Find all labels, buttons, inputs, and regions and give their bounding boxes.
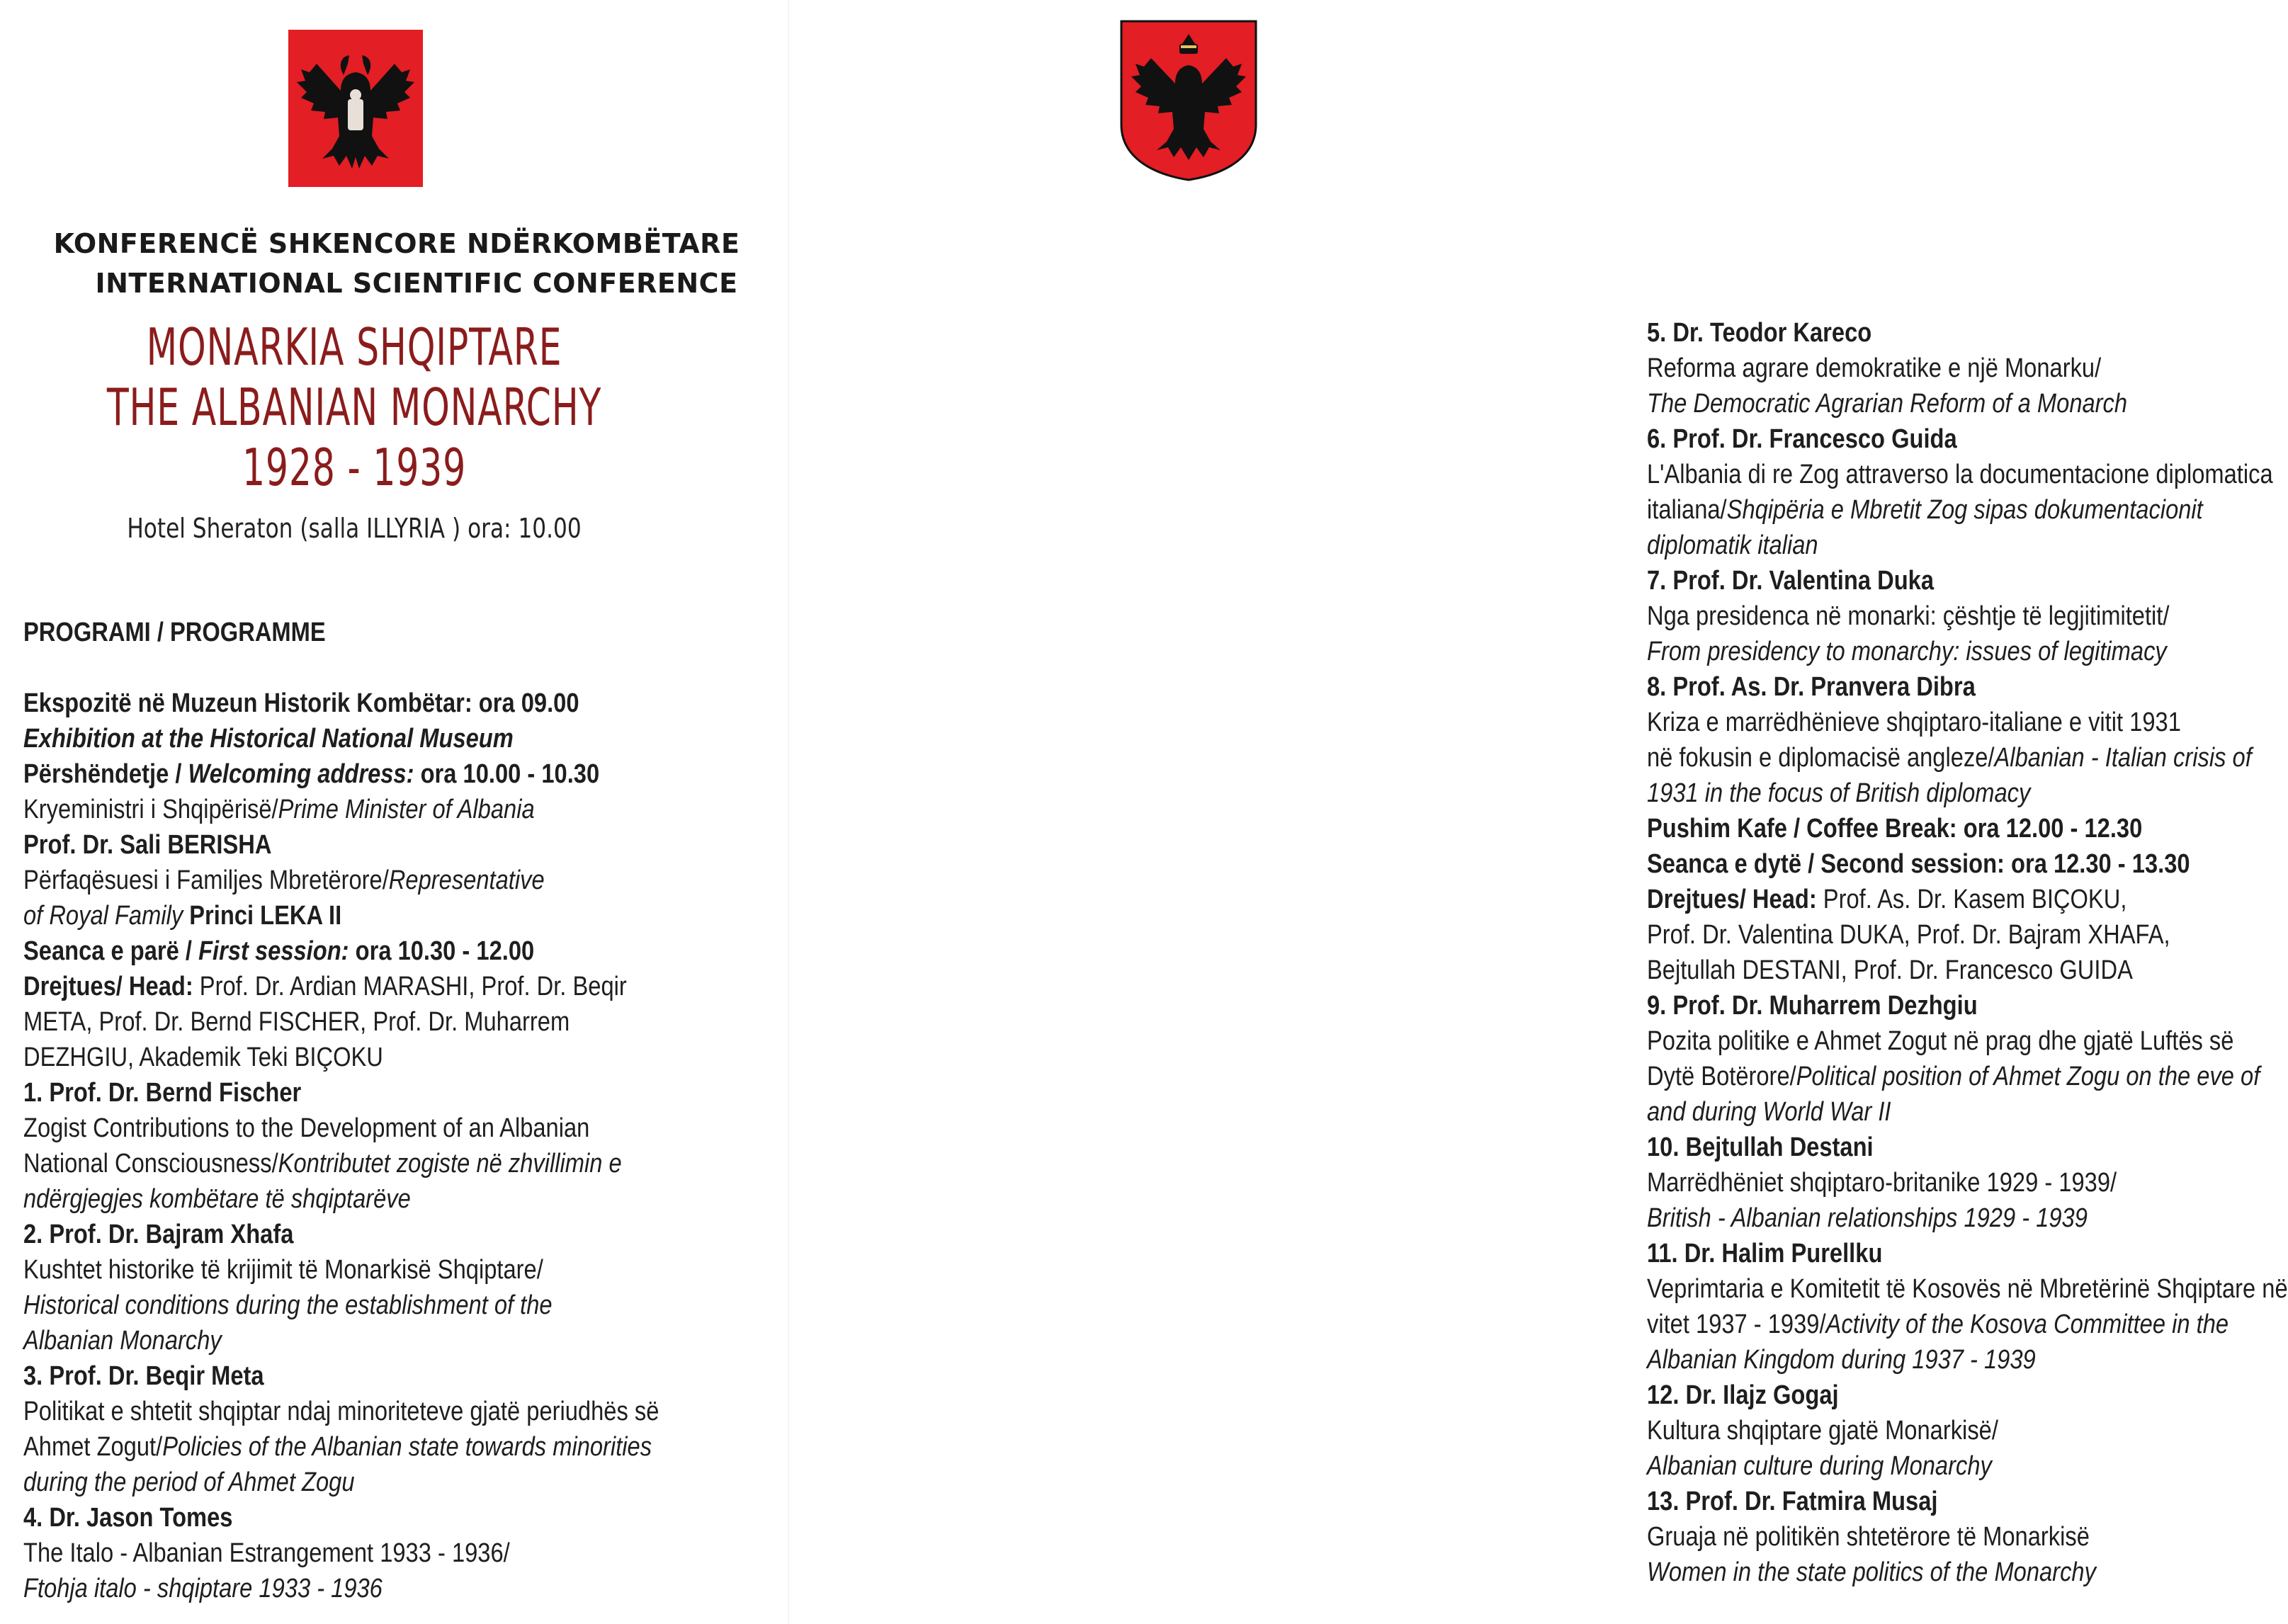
program-text: Bejtullah DESTANI, Prof. Dr. Francesco GUIDA [1647, 955, 2133, 985]
program-text: në fokusin e diplomacisë angleze/ [1647, 743, 1995, 773]
program-line [1647, 634, 2288, 669]
program-line [1647, 1094, 2288, 1130]
program-text: Princi LEKA II [183, 901, 342, 931]
program-text: 1931 in the focus of British diplomacy [1647, 778, 2031, 808]
program-text: Drejtues/ Head: [23, 972, 193, 1001]
program-text: 5. Dr. Teodor Kareco [1647, 318, 1872, 348]
program-line [1647, 1236, 2288, 1271]
albanian-coat-of-arms-icon [1118, 18, 1259, 183]
program-line [23, 1323, 659, 1358]
program-text: National Consciousness/ [23, 1149, 278, 1179]
program-text: 7. Prof. Dr. Valentina Duka [1647, 566, 1935, 596]
program-text: 1. Prof. Dr. Bernd Fischer [23, 1078, 302, 1108]
program-line [23, 1394, 659, 1429]
program-line [1647, 1059, 2288, 1094]
program-text: of Royal Family [23, 901, 183, 931]
program-text: diplomatik italian [1647, 530, 1818, 560]
program-line [23, 1429, 659, 1465]
program-line [1647, 1448, 2288, 1484]
program-line [1647, 988, 2288, 1023]
program-line [1647, 1023, 2288, 1059]
program-text: Shqipëria e Mbretit Zog sipas dokumentacionit [1726, 495, 2203, 525]
program-line [1647, 1307, 2288, 1342]
program-line [1647, 1342, 2288, 1378]
program-text: Ekspozitë në Muzeun Historik Kombëtar: ora 09.00 [23, 688, 579, 718]
program-text: 8. Prof. As. Dr. Pranvera Dibra [1647, 672, 1976, 702]
program-right-lines [1647, 315, 2288, 1590]
program-right [1647, 315, 2288, 1590]
program-line [1647, 563, 2288, 598]
program-text: 11. Dr. Halim Purellku [1647, 1239, 1883, 1268]
program-line [23, 863, 659, 898]
title-years: 1928 - 1939 [242, 438, 466, 497]
program-line [23, 721, 659, 756]
program-line [1647, 315, 2288, 351]
venue-line: Hotel Sheraton (salla ILLYRIA ) ora: 10.00 [127, 513, 582, 544]
program-line [23, 898, 659, 933]
program-text: Përfaqësuesi i Familjes Mbretërore/ [23, 865, 389, 895]
program-text: Prof. Dr. Ardian MARASHI, Prof. Dr. Beqir [193, 972, 627, 1001]
program-line [23, 827, 659, 863]
program-text: Seanca e dytë / Second session: ora 12.30 - 13.30 [1647, 849, 2190, 879]
program-text: Politikat e shtetit shqiptar ndaj minoriteteve gjatë periudhës së [23, 1397, 659, 1426]
program-heading: PROGRAMI / PROGRAMME [23, 618, 326, 647]
program-text: during the period of Ahmet Zogu [23, 1467, 355, 1497]
program-text: Pozita politike e Ahmet Zogut në prag dhe gjatë Luftës së [1647, 1026, 2234, 1056]
program-line [23, 969, 659, 1004]
program-line [23, 686, 659, 721]
program-line [23, 1040, 659, 1075]
program-text: Albanian culture during Monarchy [1647, 1451, 1992, 1481]
program-line [1647, 882, 2288, 917]
program-text: Albanian Monarchy [23, 1326, 222, 1356]
program-line [1647, 1200, 2288, 1236]
program-line [23, 1252, 659, 1288]
program-left [23, 615, 659, 1606]
program-text: Albanian Kingdom during 1937 - 1939 [1647, 1345, 2036, 1375]
program-line [1647, 776, 2288, 811]
program-line [1647, 1413, 2288, 1448]
program-text: Exhibition at the Historical National Museum [23, 724, 514, 754]
program-line [23, 1075, 659, 1111]
program-line [1647, 421, 2288, 457]
program-text: From presidency to monarchy: issues of legitimacy [1647, 637, 2167, 666]
program-text: Reforma agrare demokratike e një Monarku/ [1647, 353, 2102, 383]
program-text: Zogist Contributions to the Development of an Albanian [23, 1113, 590, 1143]
program-line [23, 1571, 659, 1606]
program-text: Prime Minister of Albania [278, 795, 535, 824]
program-text: Ahmet Zogut/ [23, 1432, 163, 1462]
program-text: Political position of Ahmet Zogu on the eve of [1796, 1062, 2260, 1091]
program-line [23, 1465, 659, 1500]
program-line [23, 1111, 659, 1146]
program-text: Veprimtaria e Komitetit të Kosovës në Mbretërinë Shqiptare në [1647, 1274, 2288, 1304]
program-text: Kultura shqiptare gjatë Monarkisë/ [1647, 1416, 1998, 1446]
program-text: Kushtet historike të krijimit të Monarkisë Shqiptare/ [23, 1255, 543, 1285]
program-text: Prof. Dr. Valentina DUKA, Prof. Dr. Bajram XHAFA, [1647, 920, 2170, 950]
program-text: Activity of the Kosova Committee in the [1825, 1310, 2229, 1339]
conference-title-english: INTERNATIONAL SCIENTIFIC CONFERENCE [95, 268, 738, 299]
program-text: Prof. Dr. Sali BERISHA [23, 830, 272, 860]
double-headed-eagle-emblem-icon [288, 30, 423, 187]
program-line [1647, 953, 2288, 988]
program-line [1647, 386, 2288, 421]
program-line [1647, 1130, 2288, 1165]
program-text: Pushim Kafe / Coffee Break: ora 12.00 - 12.30 [1647, 814, 2143, 844]
program-text: 4. Dr. Jason Tomes [23, 1503, 233, 1533]
program-line [1647, 1555, 2288, 1590]
program-text: Kriza e marrëdhënieve shqiptaro-italiane e vitit 1931 [1647, 708, 2181, 737]
program-text: The Democratic Agrarian Reform of a Monarch [1647, 389, 2128, 419]
program-text: Women in the state politics of the Monarchy [1647, 1557, 2096, 1587]
program-text: British - Albanian relationships 1929 - 1939 [1647, 1203, 2088, 1233]
program-text: Nga presidenca në monarki: çështje të legjitimitetit/ [1647, 601, 2170, 631]
conference-title-albanian: KONFERENCË SHKENCORE NDËRKOMBËTARE [53, 228, 740, 259]
program-line [23, 1146, 659, 1181]
program-text: L'Albania di re Zog attraverso la documentacione diplomatica [1647, 460, 2273, 489]
program-text: 3. Prof. Dr. Beqir Meta [23, 1361, 264, 1391]
program-line [23, 1181, 659, 1217]
program-text: ndërgjegjes kombëtare të shqiptarëve [23, 1184, 411, 1214]
program-text: and during World War II [1647, 1097, 1891, 1127]
program-line [23, 1288, 659, 1323]
program-line [23, 756, 659, 792]
program-line [1647, 598, 2288, 634]
program-line [1647, 917, 2288, 953]
program-text: Seanca e parë / [23, 936, 199, 966]
program-line [23, 1535, 659, 1571]
program-line [1647, 740, 2288, 776]
program-text: Historical conditions during the establishment of the [23, 1290, 553, 1320]
program-text: Drejtues/ Head: [1647, 885, 1817, 914]
program-text: vitet 1937 - 1939/ [1647, 1310, 1826, 1339]
program-text: italiana/ [1647, 495, 1727, 525]
program-line [1647, 1484, 2288, 1519]
program-text: 13. Prof. Dr. Fatmira Musaj [1647, 1487, 1938, 1516]
page-fold [788, 0, 789, 1624]
program-line [23, 1358, 659, 1394]
program-text: 9. Prof. Dr. Muharrem Dezhgiu [1647, 991, 1978, 1021]
program-line [1647, 528, 2288, 563]
program-line [1647, 1271, 2288, 1307]
program-line [1647, 1519, 2288, 1555]
program-text: ora 10.30 - 12.00 [349, 936, 535, 966]
program-line [1647, 846, 2288, 882]
program-line [1647, 492, 2288, 528]
program-text: First session: [198, 936, 349, 966]
program-line [1647, 1378, 2288, 1413]
program-text: Dytë Botërore/ [1647, 1062, 1796, 1091]
program-text: DEZHGIU, Akademik Teki BIÇOKU [23, 1043, 383, 1072]
program-text: Kontributet zogiste në zhvillimin e [278, 1149, 622, 1179]
program-line [1647, 705, 2288, 740]
program-text: Kryeministri i Shqipërisë/ [23, 795, 278, 824]
title-albanian: MONARKIA SHQIPTARE [146, 317, 562, 377]
program-text: Welcoming address: [188, 759, 414, 789]
program-text: ora 10.00 - 10.30 [414, 759, 600, 789]
program-text: Përshëndetje / [23, 759, 188, 789]
program-text: META, Prof. Dr. Bernd FISCHER, Prof. Dr. Muharrem [23, 1007, 570, 1037]
program-text: Ftohja italo - shqiptare 1933 - 1936 [23, 1574, 383, 1603]
program-text: Prof. As. Dr. Kasem BIÇOKU, [1816, 885, 2127, 914]
program-text: Representative [388, 865, 545, 895]
program-left-lines [23, 686, 659, 1606]
program-text: Marrëdhëniet shqiptaro-britanike 1929 - 1939/ [1647, 1168, 2117, 1198]
program-line [1647, 811, 2288, 846]
program-line [23, 1004, 659, 1040]
program-line [23, 1500, 659, 1535]
program-text: 12. Dr. Ilajz Gogaj [1647, 1380, 1839, 1410]
program-line [23, 933, 659, 969]
program-text: Policies of the Albanian state towards minorities [162, 1432, 652, 1462]
program-text: Gruaja në politikën shtetërore të Monarkisë [1647, 1522, 2090, 1552]
program-text: 6. Prof. Dr. Francesco Guida [1647, 424, 1957, 454]
program-text: 2. Prof. Dr. Bajram Xhafa [23, 1220, 294, 1249]
title-english: THE ALBANIAN MONARCHY [106, 377, 602, 437]
program-line [23, 1217, 659, 1252]
program-line [1647, 1165, 2288, 1200]
program-text: 10. Bejtullah Destani [1647, 1132, 1874, 1162]
program-line [1647, 669, 2288, 705]
program-line [1647, 457, 2288, 492]
program-line [23, 792, 659, 827]
program-text: The Italo - Albanian Estrangement 1933 - 1936/ [23, 1538, 510, 1568]
program-line [1647, 351, 2288, 386]
program-text: Albanian - Italian crisis of [1994, 743, 2252, 773]
